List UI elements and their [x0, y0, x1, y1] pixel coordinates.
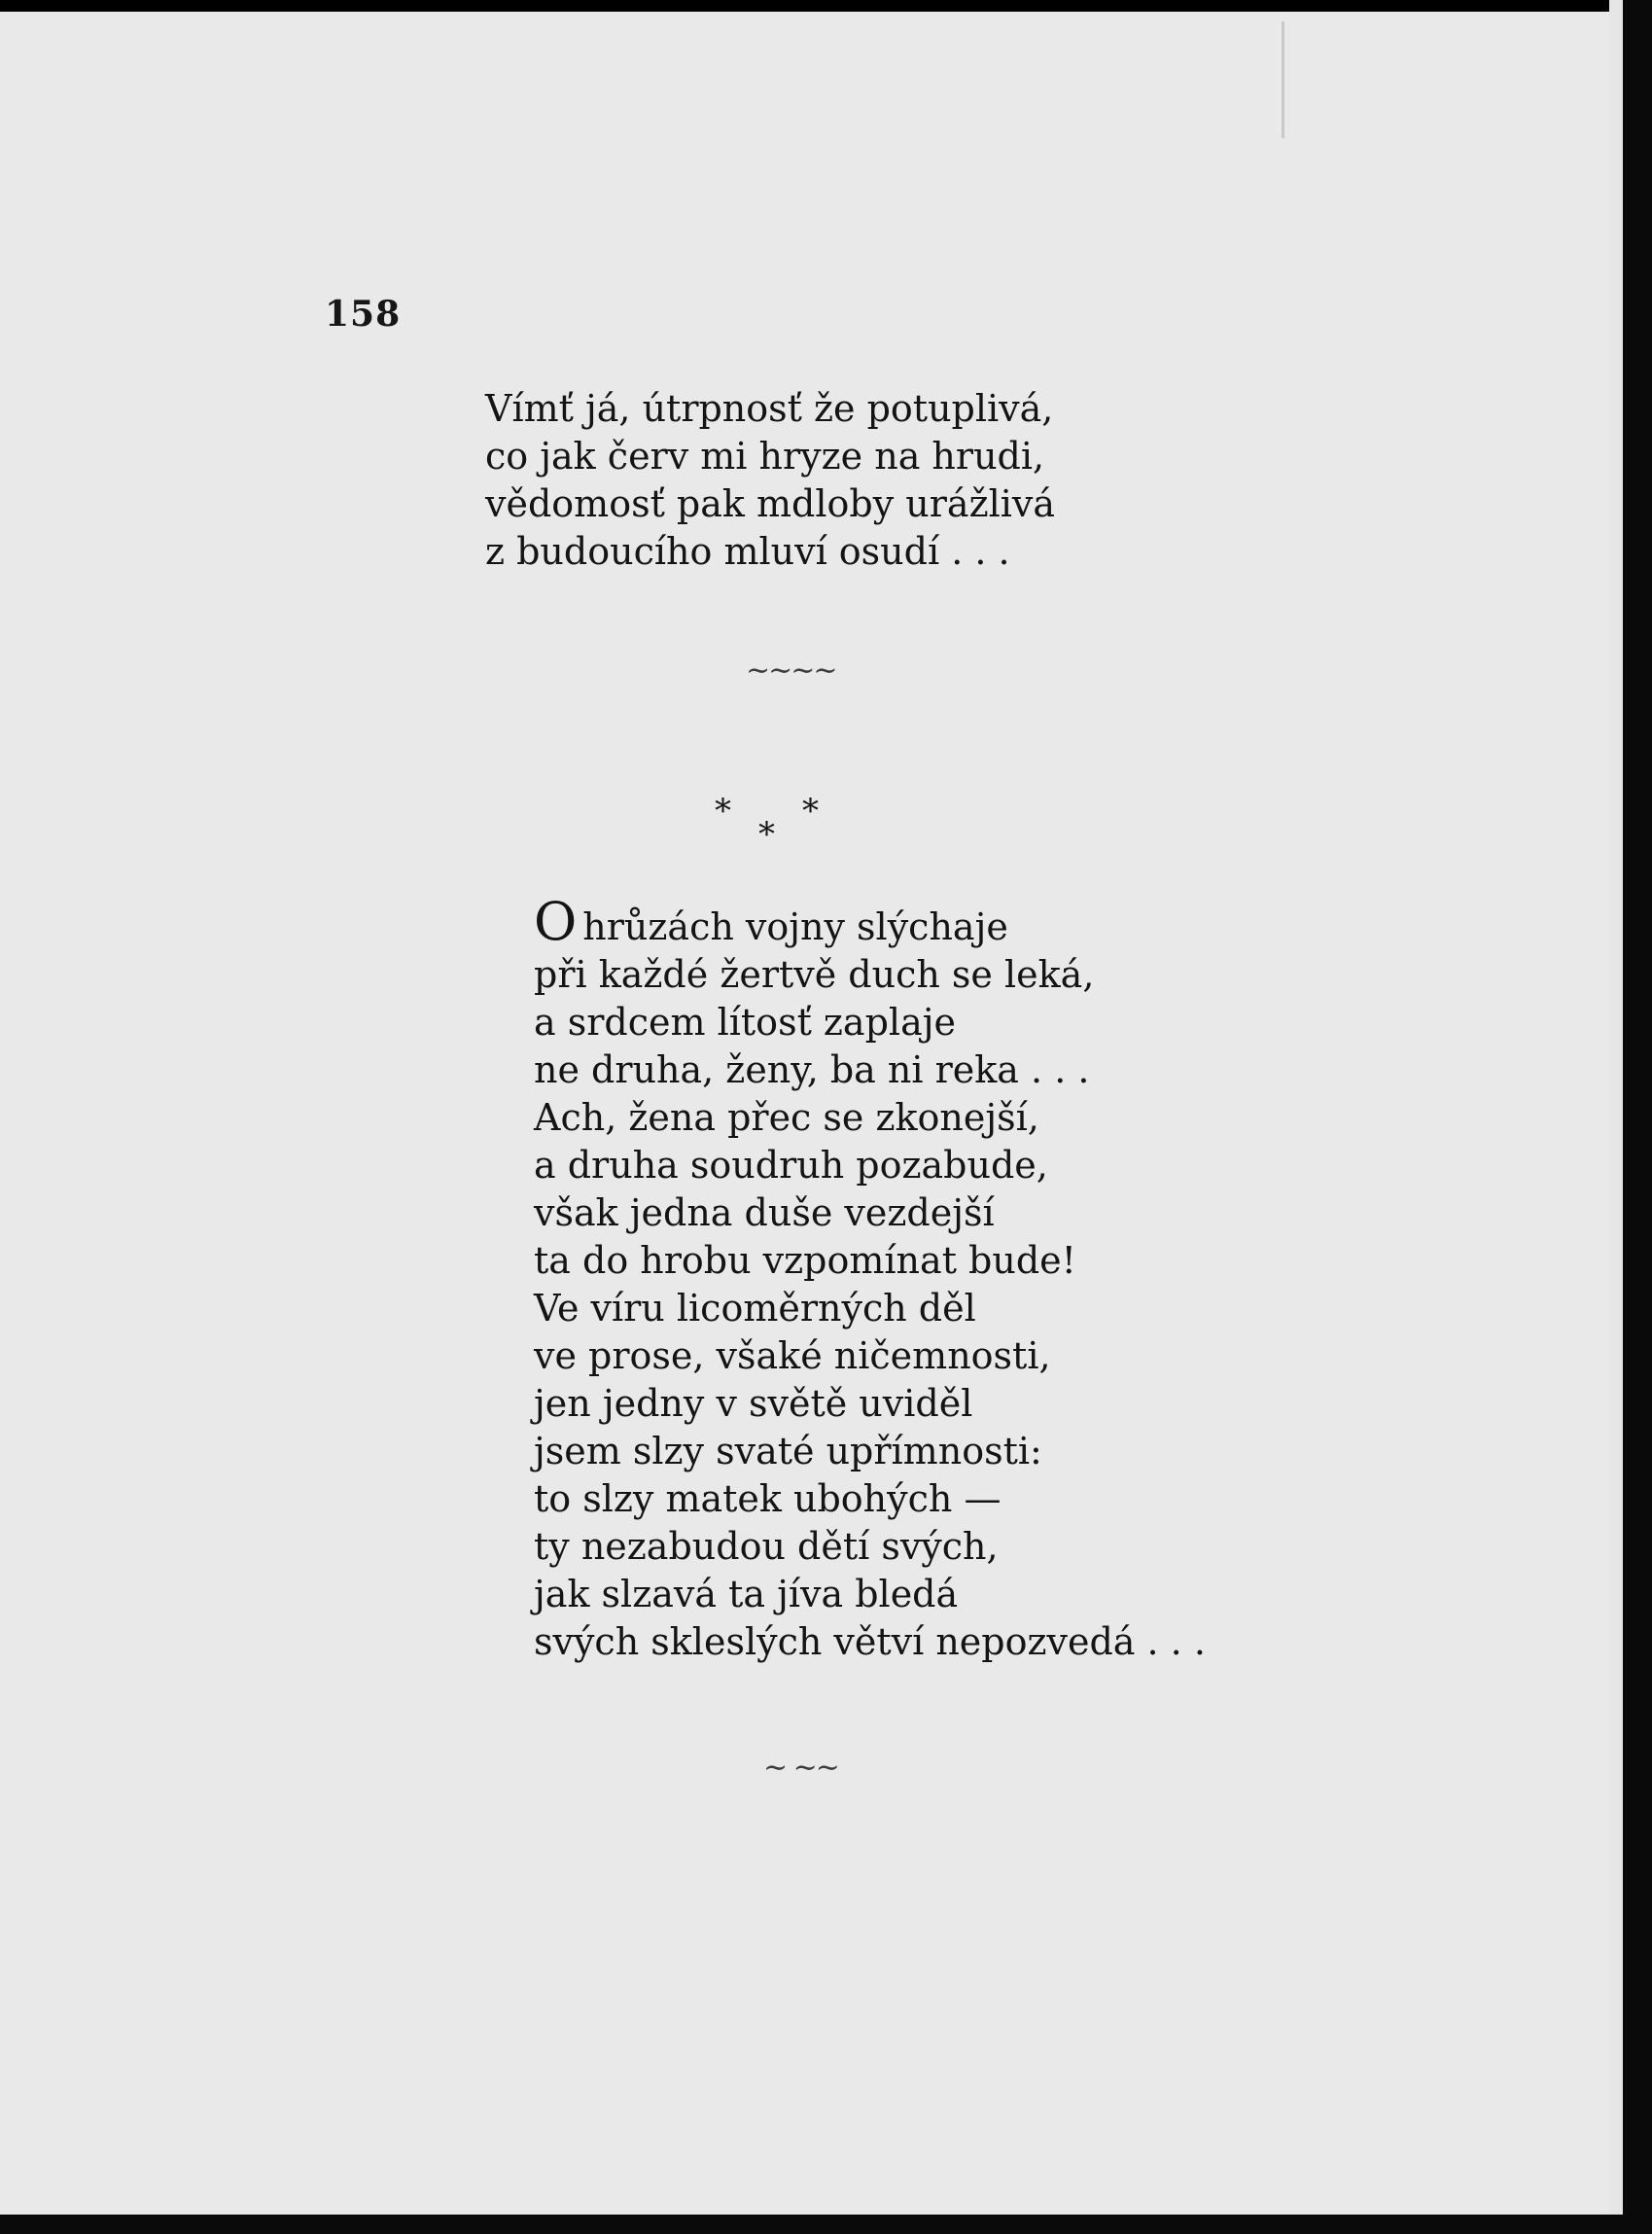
- verse-line: svých skleslých větví nepozvedá . . .: [534, 1620, 1206, 1663]
- asterisk-mark: *: [802, 792, 819, 831]
- verse-line: a druha soudruh pozabude,: [534, 1144, 1048, 1187]
- verse-line: Ve víru licoměrných děl: [534, 1287, 976, 1330]
- stanza-second: [534, 891, 1206, 1666]
- verse-line: a srdcem lítosť zaplaje: [534, 1001, 956, 1044]
- verse-line: jsem slzy svaté upřímnosti:: [534, 1430, 1042, 1472]
- verse-line-rest: hrůzách vojny slýchaje: [582, 905, 1008, 948]
- book-page: [0, 12, 1609, 2215]
- verse-line: z budoucího mluví osudí . . .: [485, 530, 1010, 573]
- asterisk-mark: *: [715, 792, 731, 831]
- verse-line: Ach, žena přec se zkonejší,: [534, 1096, 1039, 1139]
- verse-line: vědomosť pak mdloby urážlivá: [485, 482, 1056, 525]
- verse-line: Vímť já, útrpnosť že potuplivá,: [485, 387, 1054, 430]
- verse-line: ne druha, ženy, ba ni reka . . .: [534, 1048, 1090, 1091]
- fold-shadow: [1282, 21, 1284, 138]
- tilde-ornament-end: ∼ ∼∼: [763, 1751, 838, 1785]
- verse-line: ve prose, všaké ničemnosti,: [534, 1334, 1051, 1377]
- verse-line: co jak červ mi hryze na hrudi,: [485, 435, 1045, 478]
- page-number: 158: [325, 294, 402, 335]
- verse-line: jak slzavá ta jíva bledá: [534, 1573, 959, 1615]
- asterisk-mark: *: [758, 815, 775, 854]
- verse-line: při každé žertvě duch se leká,: [534, 953, 1095, 996]
- verse-line: ty nezabudou dětí svých,: [534, 1525, 999, 1568]
- verse-line: ta do hrobu vzpomínat bude!: [534, 1239, 1076, 1282]
- asterism-divider: [715, 792, 909, 860]
- verse-line: jen jedny v světě uviděl: [534, 1382, 973, 1425]
- scan-right-border: [1609, 0, 1652, 2234]
- scan-bottom-border: [0, 2215, 1652, 2234]
- verse-line: to slzy matek ubohých —: [534, 1477, 1002, 1520]
- tilde-ornament-divider: ∼∼∼∼: [746, 654, 836, 688]
- drop-cap: O: [534, 891, 578, 952]
- verse-line-first: [534, 891, 1206, 952]
- stanza-first: [485, 385, 1055, 576]
- verse-line: však jedna duše vezdejší: [534, 1191, 995, 1234]
